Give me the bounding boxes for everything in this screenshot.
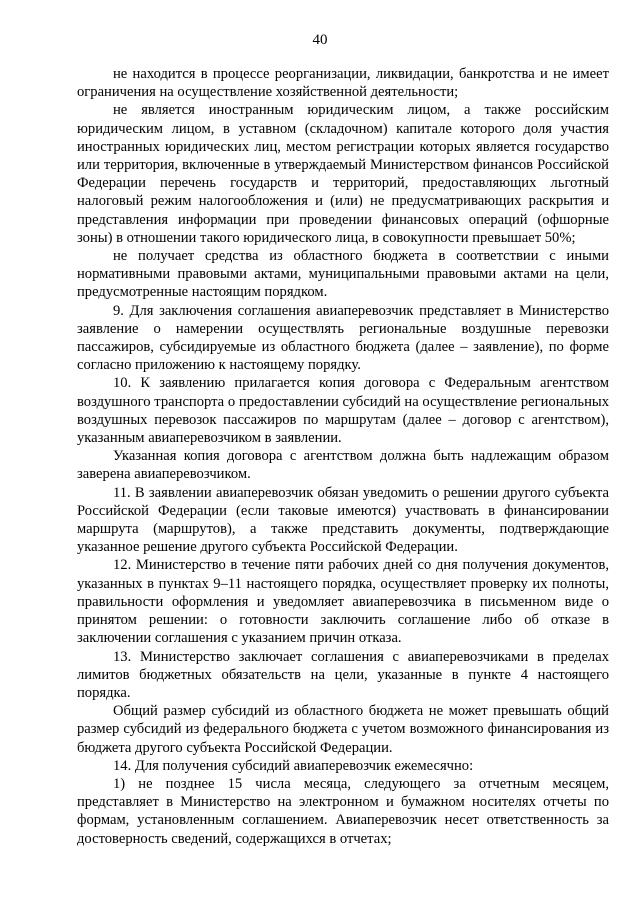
paragraph-not-foreign-entity: не является иностранным юридическим лицом, а также российским юридическим лицом, в уставном (складочном) капитале которого доля участия иностранных юридических лиц, местом регистрации которых является государство или территория, включенные в утверждаемый Министерством финансов Российской Федерации перечень государств и территорий, предоставляющих льготный налоговый режим налогообложения и (или) не предусматривающих раскрытия и представления информации при проведении финансовых операций (офшорные зоны) в отношении такого юридического лица, в совокупности превышает 50%; <box>77 102 609 246</box>
paragraph-item-14-sub-1: 1) не позднее 15 числа месяца, следующего за отчетным месяцем, представляет в Министерство на электронном и бумажном носителях отчеты по формам, установленным соглашением. Авиаперевозчик несет ответственность за достоверность сведений, содержащихся в отчетах; <box>77 775 609 847</box>
paragraph-not-in-reorganization: не находится в процессе реорганизации, ликвидации, банкротства и не имеет ограничения на осуществление хозяйственной деятельности; <box>77 66 609 101</box>
paragraph-item-11: 11. В заявлении авиаперевозчик обязан уведомить о решении другого субъекта Российской Федерации (если таковые имеются) участвовать в финансировании маршрута (маршрутов), а также представить документы, подтверждающие указанное решение другого субъекта Российской Федерации. <box>77 484 609 556</box>
paragraph-item-12: 12. Министерство в течение пяти рабочих дней со дня получения документов, указанных в пунктах 9–11 настоящего порядка, осуществляет проверку их полноты, правильности оформления и уведомляет авиаперевозчика в письменном виде о принятом решении: о готовности заключить соглашение либо об отказе в заключении соглашения с указанием причин отказа. <box>77 557 609 647</box>
paragraph-item-9: 9. Для заключения соглашения авиаперевозчик представляет в Министерство заявление о намерении осуществлять региональные воздушные перевозки пассажиров, субсидируемые из областного бюджета (далее – заявление), по форме согласно приложению к настоящему порядку. <box>77 302 609 374</box>
paragraph-not-receiving-funds: не получает средства из областного бюджета в соответствии с иными нормативными правовыми актами, муниципальными правовыми актами на цели, предусмотренные настоящим порядком. <box>77 248 609 301</box>
paragraph-item-14: 14. Для получения субсидий авиаперевозчик ежемесячно: <box>113 757 474 774</box>
paragraph-item-10-copy-certification: Указанная копия договора с агентством должна быть надлежащим образом заверена авиаперевозчиком. <box>77 448 609 483</box>
page-number: 40 <box>312 32 328 48</box>
document-body <box>77 65 609 848</box>
paragraph-item-13: 13. Министерство заключает соглашения с авиаперевозчиками в пределах лимитов бюджетных обязательств на цели, указанные в пункте 4 настоящего порядка. <box>77 648 609 701</box>
paragraph-item-10: 10. К заявлению прилагается копия договора с Федеральным агентством воздушного транспорта о предоставлении субсидий на осуществление региональных воздушных перевозок пассажиров по маршрутам (далее – договор с агентством), указанным авиаперевозчиком в заявлении. <box>77 375 609 447</box>
paragraph-item-13-subsidy-limit: Общий размер субсидий из областного бюджета не может превышать общий размер субсидий из федерального бюджета с учетом возможного финансирования из бюджета другого субъекта Российской Федерации. <box>77 703 609 756</box>
